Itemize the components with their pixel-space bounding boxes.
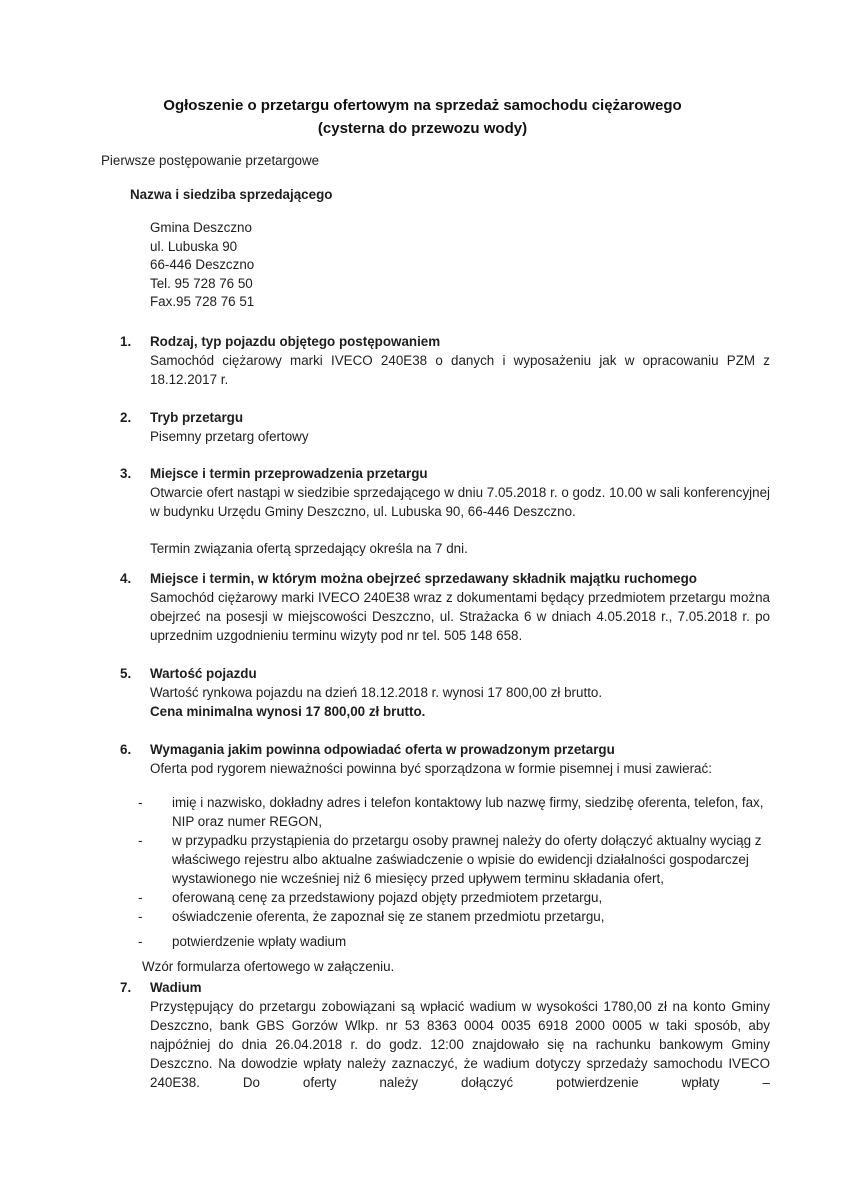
address-line: ul. Lubuska 90 [150, 238, 238, 254]
document-title [0, 94, 845, 140]
offer-form-note: Wzór formularza ofertowego w załączeniu. [142, 959, 395, 974]
section-title: Rodzaj, typ pojazdu objętego postępowaniem [150, 334, 441, 349]
section-number: 2. [120, 410, 132, 425]
section-text-binding-period: Termin związania ofertą sprzedający określa na 7 dni. [150, 541, 468, 556]
address-line: Fax.95 728 76 51 [150, 294, 255, 310]
section-text: Oferta pod rygorem nieważności powinna być sporządzona w formie pisemnej i musi zawierać: [150, 761, 712, 776]
list-item [138, 932, 770, 951]
section-number: 3. [120, 466, 132, 481]
section-text: Wartość rynkowa pojazdu na dzień 18.12.2018 r. wynosi 17 800,00 zł brutto. [150, 685, 603, 700]
title-line-1: Ogłoszenie o przetargu ofertowym na sprzedaż samochodu ciężarowego [163, 97, 682, 114]
list-item-text: potwierdzenie wpłaty wadium [172, 934, 347, 949]
list-item-text: oświadczenie oferenta, że zapoznał się ze stanem przedmiotu przetargu, [172, 909, 605, 924]
section-text: Przystępujący do przetargu zobowiązani są wpłacić wadium w wysokości 1780,00 zł na konto Gminy Deszczno, bank GBS Gorzów Wlkp. nr 53 8363 0004 0035 6918 2000 0005 w taki sposób, aby najpóźniej do dnia 26.04.2018 r. do godz. 12:00 znajdowało się na rachunku bankowym Gminy Deszczno. Na dowodzie wpłaty należy zaznaczyć, że wadium dotyczy sprzedaży samochodu IVECO 240E38. Do oferty należy dołączyć potwierdzenie wpłaty – [150, 999, 770, 1090]
section-title: Tryb przetargu [150, 410, 244, 425]
list-item [138, 907, 770, 926]
list-item-text: w przypadku przystąpienia do przetargu osoby prawnej należy do oferty dołączyć aktualny wyciąg z właściwego rejestru albo aktualne zaświadczenie o wpisie do ewidencji działalności gospodarczej wystawionego nie wcześniej niż 6 miesięcy przed upływem terminu składania ofert, [172, 833, 762, 886]
section-number: 7. [120, 980, 132, 995]
section-title: Wadium [150, 980, 202, 995]
section-text: Samochód ciężarowy marki IVECO 240E38 o danych i wyposażeniu jak w opracowaniu PZM z 18.12.2017 r. [150, 353, 770, 387]
address-line: Gmina Deszczno [150, 220, 252, 235]
minimum-price: Cena minimalna wynosi 17 800,00 zł brutto. [150, 704, 426, 719]
section-text: Otwarcie ofert nastąpi w siedzibie sprzedającego w dniu 7.05.2018 r. o godz. 10.00 w sali konferencyjnej w budynku Urzędu Gminy Deszczno, ul. Lubuska 90, 66-446 Deszczno. [150, 485, 770, 519]
seller-address [150, 219, 254, 312]
section-number: 4. [120, 571, 132, 586]
address-line: Tel. 95 728 76 50 [150, 275, 253, 291]
section-title: Wymagania jakim powinna odpowiadać oferta w prowadzonym przetargu [150, 742, 615, 757]
section-title: Miejsce i termin, w którym można obejrzeć sprzedawany składnik majątku ruchomego [150, 571, 697, 586]
section-title: Wartość pojazdu [150, 666, 257, 681]
address-line: 66-446 Deszczno [150, 257, 255, 273]
section-number: 6. [120, 742, 132, 757]
list-item [138, 831, 770, 888]
title-line-2: (cysterna do przewozu wody) [317, 120, 528, 137]
dash-bullet: - [138, 795, 143, 810]
list-item [138, 793, 770, 831]
section-title: Miejsce i termin przeprowadzenia przetargu [150, 466, 428, 481]
section-number: 1. [120, 334, 132, 349]
section-number: 5. [120, 666, 132, 681]
dash-bullet: - [138, 833, 143, 848]
dash-bullet: - [138, 890, 143, 905]
dash-bullet: - [138, 909, 143, 924]
seller-heading: Nazwa i siedziba sprzedającego [130, 187, 333, 202]
intro-text: Pierwsze postępowanie przetargowe [101, 153, 320, 168]
list-item [138, 888, 770, 907]
list-item-text: oferowaną cenę za przedstawiony pojazd objęty przedmiotem przetargu, [172, 890, 603, 905]
requirements-list [138, 793, 770, 951]
section-text: Samochód ciężarowy marki IVECO 240E38 wraz z dokumentami będący przedmiotem przetargu można obejrzeć na posesji w miejscowości Deszczno, ul. Strażacka 6 w dniach 4.05.2018 r., 7.05.2018 r. po uprzednim uzgodnieniu terminu wizyty pod nr tel. 505 148 658. [150, 590, 770, 643]
list-item-text: imię i nazwisko, dokładny adres i telefon kontaktowy lub nazwę firmy, siedzibę oferenta, telefon, fax, NIP oraz numer REGON, [172, 795, 764, 829]
section-text: Pisemny przetarg ofertowy [150, 429, 309, 444]
dash-bullet: - [138, 934, 143, 949]
